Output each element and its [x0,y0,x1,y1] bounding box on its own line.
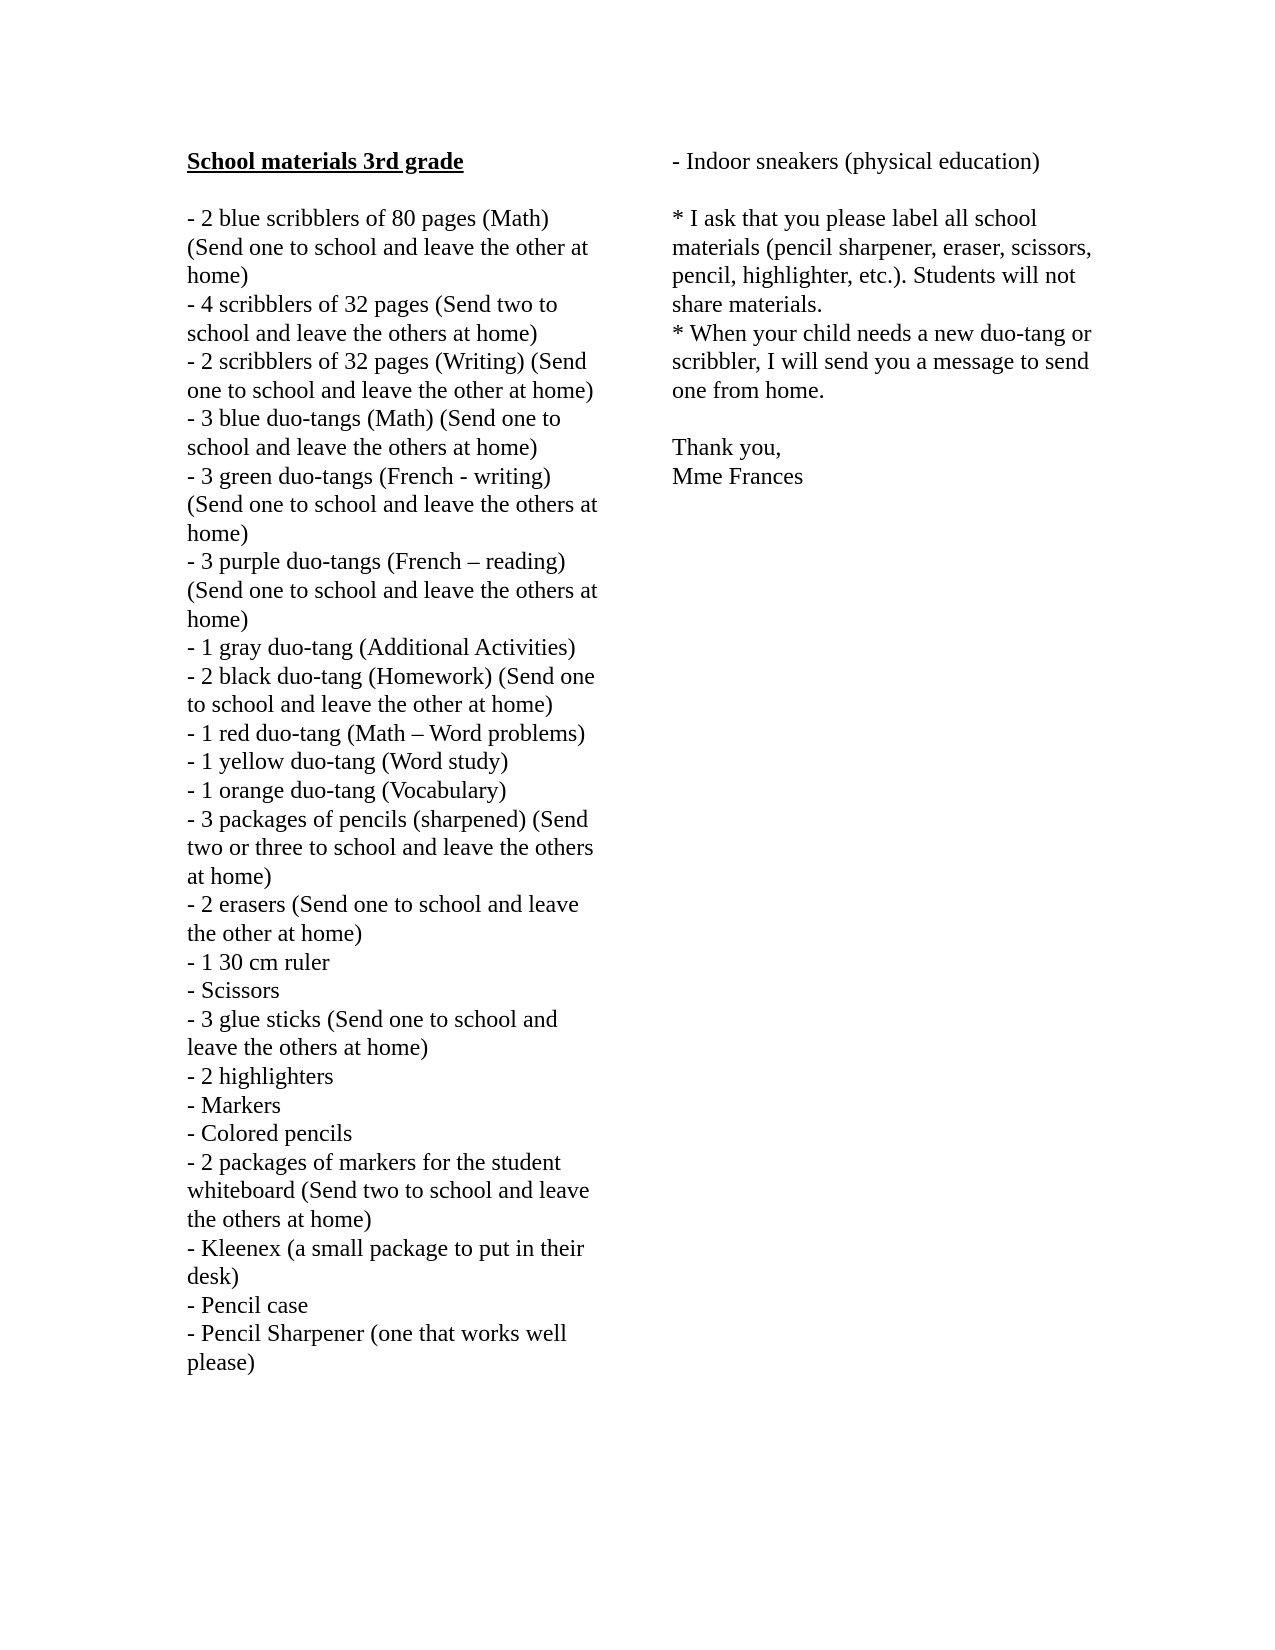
list-item: - 2 erasers (Send one to school and leave the other at home) [187,892,579,948]
list-item: - 3 blue duo-tangs (Math) (Send one to school and leave the others at home) [187,406,561,461]
list-item: - 4 scribblers of 32 pages (Send two to school and leave the others at home) [187,291,558,347]
list-item: - 3 glue sticks (Send one to school and leave the others at home) [187,1006,558,1062]
list-item: - 3 purple duo-tangs (French – reading) (Send one to school and leave the others at home) [187,549,598,633]
list-item: - Markers [187,1092,281,1119]
list-item: - 1 gray duo-tang (Additional Activities) [187,635,576,662]
list-item: - Pencil case [187,1292,309,1319]
list-item: - 3 packages of pencils (sharpened) (Send two or three to school and leave the others at home) [187,806,594,890]
document-title: School materials 3rd grade [187,149,464,175]
closing-text: Thank you, [672,434,782,461]
left-column [187,148,607,1378]
list-item: - 2 highlighters [187,1064,334,1090]
list-item: - 2 scribblers of 32 pages (Writing) (Send one to school and leave the other at home) [187,349,594,404]
list-item: - 1 yellow duo-tang (Word study) [187,749,509,776]
right-column [672,148,1092,491]
list-item: - 1 red duo-tang (Math – Word problems) [187,720,586,747]
list-item: - Scissors [187,978,280,1005]
list-item: - 2 packages of markers for the student whiteboard (Send two to school and leave the others at home) [187,1149,590,1233]
supply-list [187,205,607,1377]
list-item: - 3 green duo-tangs (French - writing) (Send one to school and leave the others at home) [187,463,598,547]
list-item: - 1 orange duo-tang (Vocabulary) [187,778,507,805]
list-item: - 1 30 cm ruler [187,949,330,976]
list-item: - Colored pencils [187,1121,353,1148]
note-label-materials: * I ask that you please label all school materials (pencil sharpener, eraser, scissors, pencil, highlighter, etc.). Students will not share materials. [672,206,1092,318]
note-new-supplies: * When your child needs a new duo-tang or scribbler, I will send you a message to send one from home. [672,320,1092,404]
list-item: - 2 blue scribblers of 80 pages (Math) (Send one to school and leave the other at home) [187,206,589,290]
list-item: - 2 black duo-tang (Homework) (Send one to school and leave the other at home) [187,663,595,719]
signature: Mme Frances [672,463,804,490]
list-item: - Kleenex (a small package to put in their desk) [187,1235,585,1291]
list-item: - Pencil Sharpener (one that works well please) [187,1321,567,1376]
list-item: - Indoor sneakers (physical education) [672,149,1040,175]
